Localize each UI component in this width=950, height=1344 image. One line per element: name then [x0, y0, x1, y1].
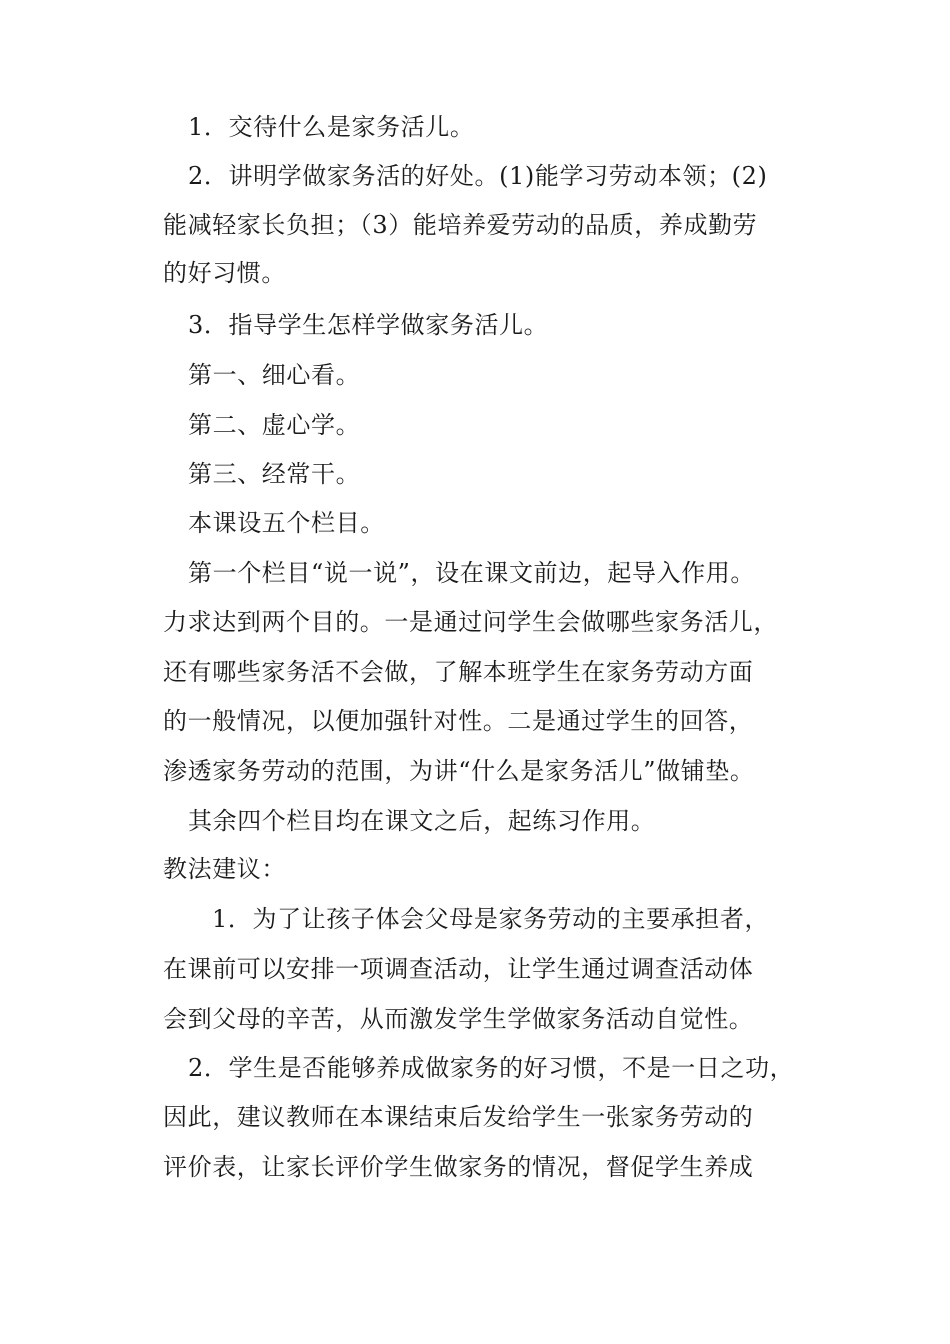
step-1-line: 第一、细心看。 — [188, 361, 361, 389]
item-1-line: 1．交待什么是家务活儿。 — [188, 113, 475, 141]
suggestion-2-continuation-line: 评价表，让家长评价学生做家务的情况，督促学生养成 — [163, 1153, 754, 1181]
paragraph-line: 其余四个栏目均在课文之后，起练习作用。 — [188, 807, 656, 835]
paragraph-line: 还有哪些家务活不会做，了解本班学生在家务劳动方面 — [163, 658, 754, 686]
section-heading: 教法建议： — [163, 855, 286, 883]
suggestion-1-continuation-line: 会到父母的辛苦，从而激发学生学做家务活动自觉性。 — [163, 1005, 754, 1033]
item-2-continuation-line: 能减轻家长负担；（3）能培养爱劳动的品质，养成勤劳 — [163, 211, 758, 239]
suggestion-1-line: 1．为了让孩子体会父母是家务劳动的主要承担者， — [212, 905, 770, 933]
paragraph-line: 力求达到两个目的。一是通过问学生会做哪些家务活儿， — [163, 608, 778, 636]
paragraph-line: 第一个栏目“说一说”，设在课文前边，起导入作用。 — [188, 559, 755, 587]
step-3-line: 第三、经常干。 — [188, 460, 361, 488]
item-3-line: 3．指导学生怎样学做家务活儿。 — [188, 311, 549, 339]
item-2-continuation-line: 的好习惯。 — [163, 259, 286, 287]
paragraph-line: 本课设五个栏目。 — [188, 509, 385, 537]
suggestion-2-continuation-line: 因此，建议教师在本课结束后发给学生一张家务劳动的 — [163, 1103, 754, 1131]
item-2-line: 2．讲明学做家务活的好处。(1)能学习劳动本领；(2) — [188, 162, 768, 190]
paragraph-line: 渗透家务劳动的范围，为讲“什么是家务活儿”做铺垫。 — [163, 757, 755, 785]
suggestion-2-line: 2．学生是否能够养成做家务的好习惯，不是一日之功， — [188, 1054, 795, 1082]
paragraph-line: 的一般情况，以便加强针对性。二是通过学生的回答， — [163, 707, 754, 735]
suggestion-1-continuation-line: 在课前可以安排一项调查活动，让学生通过调查活动体 — [163, 955, 754, 983]
step-2-line: 第二、虚心学。 — [188, 411, 361, 439]
